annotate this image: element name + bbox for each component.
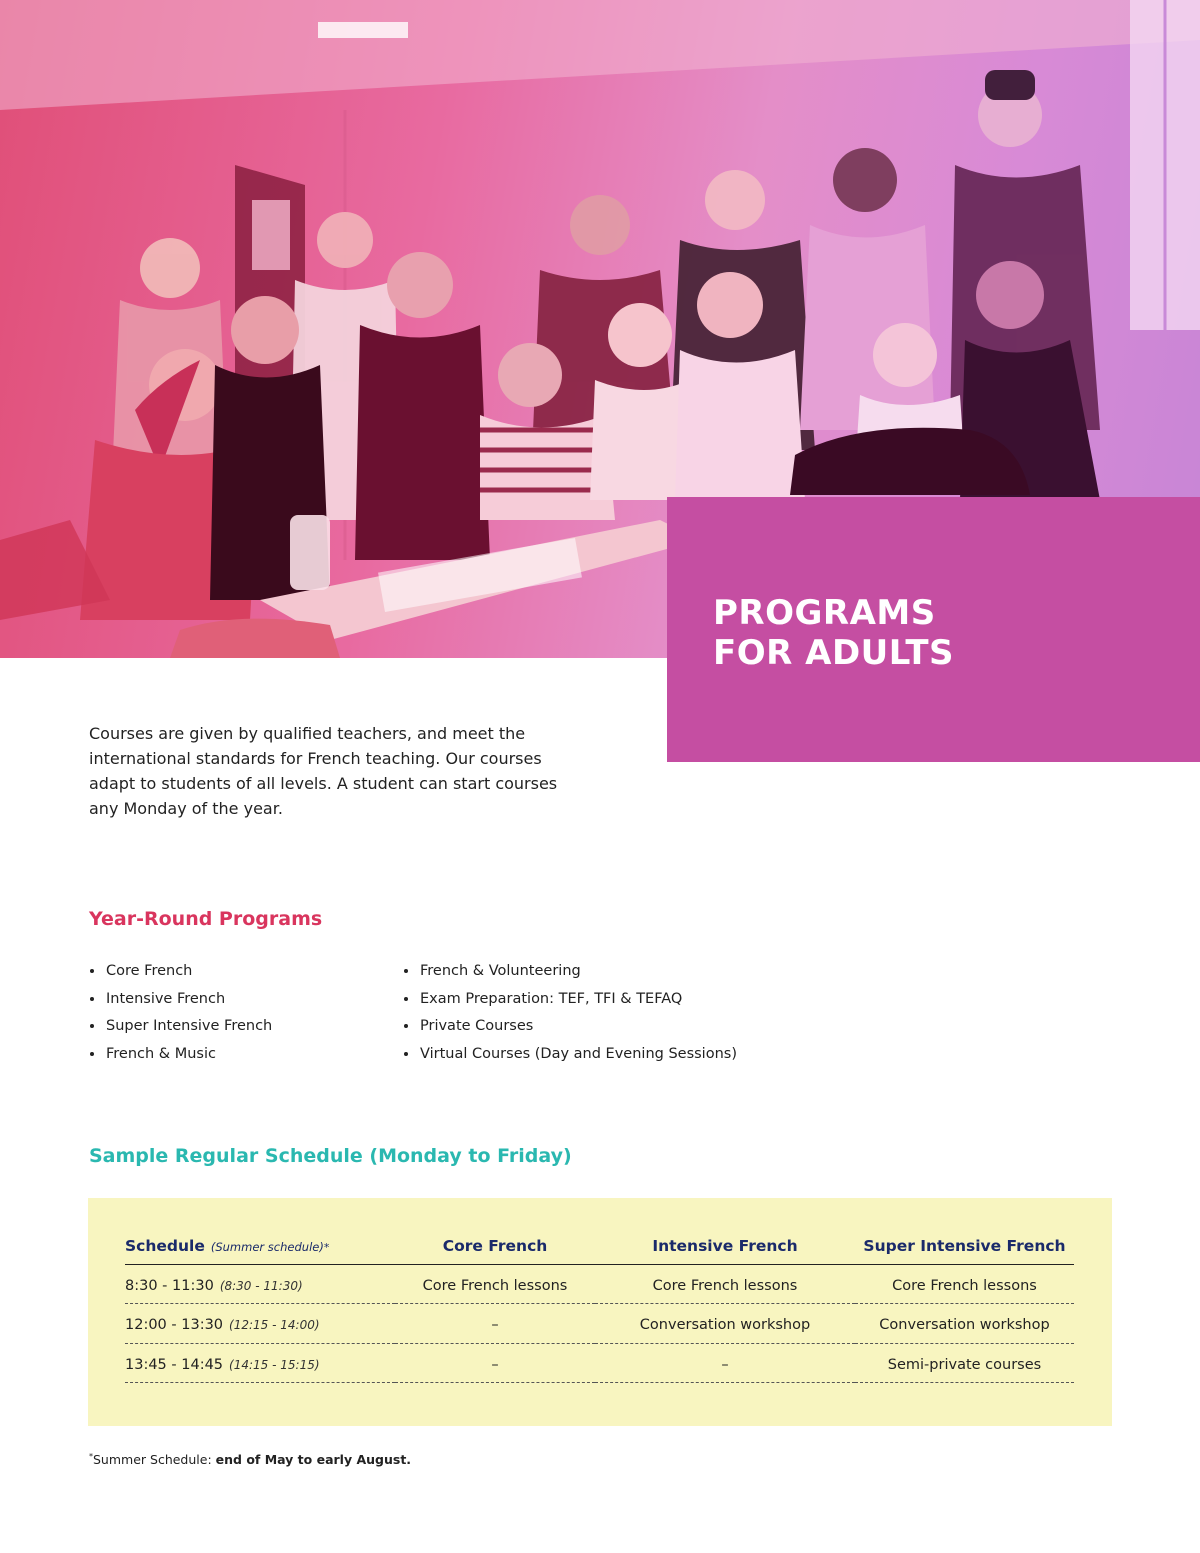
header-intensive-french: Intensive French: [595, 1228, 855, 1264]
time-cell: [125, 1304, 395, 1344]
list-item: French & Music: [89, 1042, 272, 1070]
core-cell: –: [395, 1343, 595, 1383]
time-cell: [125, 1343, 395, 1383]
table-row: [125, 1343, 1074, 1383]
list-item: Super Intensive French: [89, 1014, 272, 1042]
table-row: [125, 1304, 1074, 1344]
time-value: 12:00 - 13:30: [125, 1317, 224, 1334]
intro-paragraph: Courses are given by qualified teachers, and meet the international standards for French teaching. Our courses adapt to students of all levels. A student can start courses any Monday of the year.: [89, 724, 558, 818]
programs-list-left: [89, 959, 272, 1069]
list-item: Intensive French: [89, 987, 272, 1015]
table-row: [125, 1264, 1074, 1304]
list-item: Virtual Courses (Day and Evening Sessions): [403, 1042, 737, 1070]
page-title-line-1: PROGRAMS: [713, 593, 936, 633]
footnote-star: *: [89, 1452, 93, 1461]
intensive-cell: –: [595, 1343, 855, 1383]
title-box: [667, 497, 1200, 762]
header-super-intensive-french: Super Intensive French: [855, 1228, 1074, 1264]
super-cell: Conversation workshop: [855, 1304, 1074, 1344]
footnote-label: Summer Schedule:: [93, 1452, 216, 1468]
core-cell: Core French lessons: [395, 1264, 595, 1304]
list-item: Private Courses: [403, 1014, 737, 1042]
schedule-table: [125, 1228, 1074, 1383]
summer-time-value: (14:15 - 15:15): [229, 1357, 320, 1372]
super-cell: Core French lessons: [855, 1264, 1074, 1304]
footnote-value: end of May to early August.: [215, 1452, 412, 1468]
header-schedule-label: Schedule: [125, 1236, 205, 1255]
header-schedule: [125, 1228, 395, 1264]
list-item: French & Volunteering: [403, 959, 737, 987]
header-core-french: Core French: [395, 1228, 595, 1264]
list-item: Core French: [89, 959, 272, 987]
summer-time-value: (12:15 - 14:00): [229, 1318, 320, 1333]
list-item: Exam Preparation: TEF, TFI & TEFAQ: [403, 987, 737, 1015]
intensive-cell: Conversation workshop: [595, 1304, 855, 1344]
header-star: *: [323, 1240, 330, 1254]
time-cell: [125, 1264, 395, 1304]
table-header-row: [125, 1228, 1074, 1264]
header-summer-note: (Summer schedule): [210, 1239, 324, 1254]
programs-list-right: [403, 959, 737, 1069]
intensive-cell: Core French lessons: [595, 1264, 855, 1304]
time-value: 8:30 - 11:30: [125, 1277, 214, 1294]
summer-time-value: (8:30 - 11:30): [219, 1278, 303, 1293]
schedule-heading: Sample Regular Schedule (Monday to Friday): [89, 1145, 572, 1167]
super-cell: Semi-private courses: [855, 1343, 1074, 1383]
time-value: 13:45 - 14:45: [125, 1356, 224, 1373]
page-title: [713, 593, 954, 673]
schedule-table-box: [88, 1198, 1112, 1426]
core-cell: –: [395, 1304, 595, 1344]
programs-heading: Year-Round Programs: [89, 908, 323, 930]
footnote: [89, 1452, 411, 1467]
page-title-line-2: FOR ADULTS: [713, 633, 955, 673]
